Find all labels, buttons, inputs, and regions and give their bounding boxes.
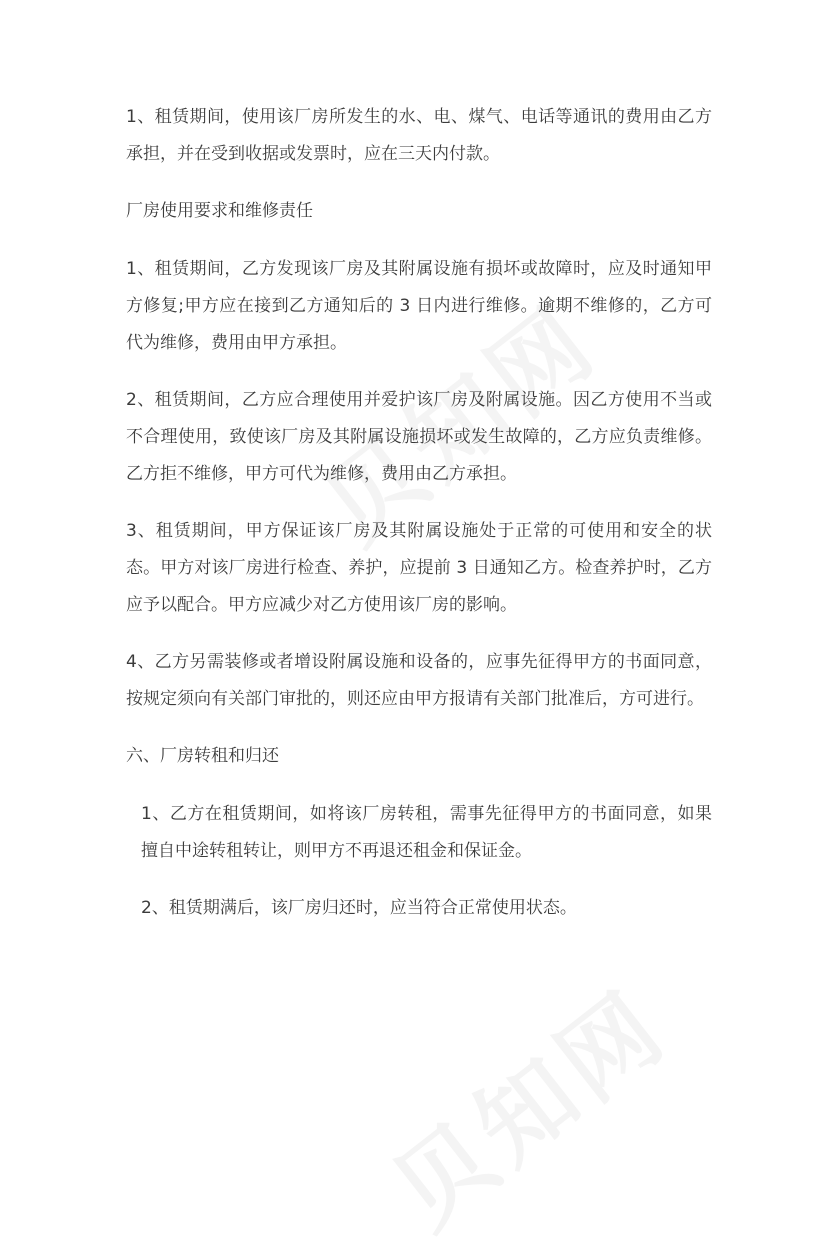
paragraph-utility-fees: 1、租赁期间，使用该厂房所发生的水、电、煤气、电话等通讯的费用由乙方承担，并在受到收据或发票时，应在三天内付款。 [126,107,712,164]
paragraph-renovation-consent: 4、乙方另需装修或者增设附属设施和设备的，应事先征得甲方的书面同意，按规定须向有关部门审批的，则还应由甲方报请有关部门批准后，方可进行。 [126,652,712,709]
paragraph-repair-notice: 1、租赁期间，乙方发现该厂房及其附属设施有损坏或故障时，应及时通知甲方修复;甲方应在接到乙方通知后的 3 日内进行维修。逾期不维修的，乙方可代为维修，费用由甲方承担。 [126,259,712,353]
paragraph-safety-guarantee: 3、租赁期间，甲方保证该厂房及其附属设施处于正常的可使用和安全的状态。甲方对该厂房进行检查、养护，应提前 3 日通知乙方。检查养护时，乙方应予以配合。甲方应减少对乙方使用该厂房的影响。 [126,521,712,615]
section-heading-maintenance: 厂房使用要求和维修责任 [126,201,313,221]
watermark [361,953,691,1253]
document-body [126,99,712,927]
paragraph-return-condition: 2、租赁期满后，该厂房归还时，应当符合正常使用状态。 [141,898,577,918]
paragraph-proper-use: 2、租赁期间，乙方应合理使用并爱护该厂房及附属设施。因乙方使用不当或不合理使用，致使该厂房及其附属设施损坏或发生故障的，乙方应负责维修。乙方拒不维修，甲方可代为维修，费用由乙方承担。 [126,390,712,484]
section-heading-sublease-return: 六、厂房转租和归还 [126,746,279,766]
paragraph-sublease: 1、乙方在租赁期间，如将该厂房转租，需事先征得甲方的书面同意，如果擅自中途转租转让，则甲方不再退还租金和保证金。 [141,804,712,861]
